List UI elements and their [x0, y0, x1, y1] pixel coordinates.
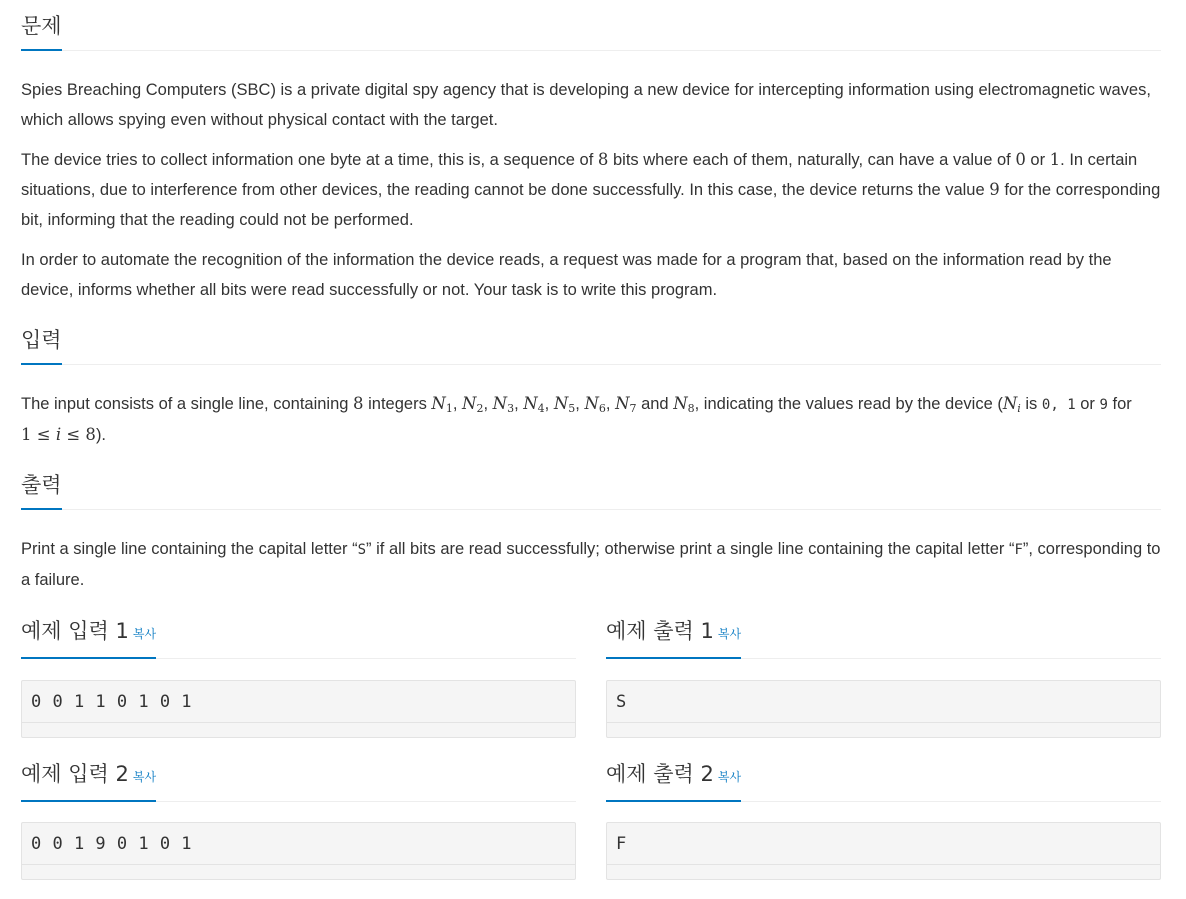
input-variable-n3: N [492, 394, 508, 413]
input-variable-n4: N [523, 394, 538, 413]
sample-output-2-title: 예제 출력 2 [606, 762, 714, 786]
input-variable-n5: N [553, 394, 569, 413]
sample-input-1-header [21, 617, 576, 659]
problem-paragraph-1: Spies Breaching Computers (SBC) is a private digital spy agency that is developing a new device for intercepting information using electromagnetic waves, which allows spying even without physical contact with the target. [21, 81, 1151, 129]
input-paragraph: The input consists of a single line, containing 8 integers $N_1$, $N_2$, $N_3$, $N_4$, $N_5$, $N_6$, $N_7$ and $N_8$, indicating the values read by the device ($N_i$ is 0, 1 or 9 for 1 ≤ i ≤ 8). [21, 394, 1132, 444]
copy-sample-output-1-button[interactable]: 복사 [717, 627, 742, 641]
copy-sample-input-2-button[interactable]: 복사 [132, 770, 157, 784]
input-variable-n2: N [462, 394, 477, 413]
sample-output-2-header [606, 760, 1161, 802]
input-variable-n6: N [584, 394, 599, 413]
input-variables: $N_1$, $N_2$, $N_3$, $N_4$, $N_5$, $N_6$, $N_7$ and $N_8$ [431, 394, 695, 415]
input-variable-n8: N [673, 394, 688, 413]
problem-header [21, 12, 1161, 51]
sample-input-1-box[interactable] [21, 680, 576, 738]
output-title: 출력 [21, 471, 62, 510]
problem-title: 문제 [21, 12, 62, 51]
sample-output-1-box[interactable] [606, 680, 1161, 738]
copy-sample-input-1-button[interactable]: 복사 [132, 627, 157, 641]
sample-output-2-value[interactable]: F [607, 823, 1160, 865]
input-header [21, 326, 1161, 365]
problem-paragraph-3: In order to automate the recognition of the information the device reads, a request was made for a program that, based on the information read by the device, informs whether all bits were read successfully or not. Your task is to write this program. [21, 251, 1112, 299]
sample-output-1-title: 예제 출력 1 [606, 619, 714, 643]
input-variable-subscript: 7 [629, 402, 637, 415]
sample-input-1-value[interactable]: 0 0 1 1 0 1 0 1 [22, 681, 575, 723]
sample-output-1-header [606, 617, 1161, 659]
problem-paragraph-2: The device tries to collect information one byte at a time, this is, a sequence of 8 bits where each of them, naturally, can have a value of 0 or 1. In certain situations, due to interference from other devices, the reading cannot be done successfully. In this case, the device returns the value 9 for the corresponding bit, informing that the reading could not be performed. [21, 150, 1161, 229]
sample-input-2-value[interactable]: 0 0 1 9 0 1 0 1 [22, 823, 575, 865]
input-variable-subscript: 4 [537, 402, 545, 415]
input-variable-subscript: 8 [687, 402, 695, 415]
sample-output-2-box[interactable] [606, 822, 1161, 880]
input-variable-subscript: 5 [568, 402, 576, 415]
sample-input-2-title: 예제 입력 2 [21, 762, 129, 786]
copy-sample-output-2-button[interactable]: 복사 [717, 770, 742, 784]
output-paragraph: Print a single line containing the capital letter “S” if all bits are read successfully; otherwise print a single line containing the capital letter “F”, corresponding to a failure. [21, 540, 1161, 589]
sample-input-2-header [21, 760, 576, 802]
input-variable-subscript: 6 [598, 402, 606, 415]
sample-output-1-value[interactable]: S [607, 681, 1160, 723]
sample-input-2-box[interactable] [21, 822, 576, 880]
input-title: 입력 [21, 326, 62, 365]
output-header [21, 471, 1161, 510]
sample-input-1-title: 예제 입력 1 [21, 619, 129, 643]
input-variable-subscript: 3 [507, 402, 515, 415]
input-variable-subscript: 2 [476, 402, 484, 415]
input-variable-n7: N [615, 394, 630, 413]
input-variable-n1: N [431, 394, 446, 413]
input-variable-subscript: 1 [445, 402, 453, 415]
